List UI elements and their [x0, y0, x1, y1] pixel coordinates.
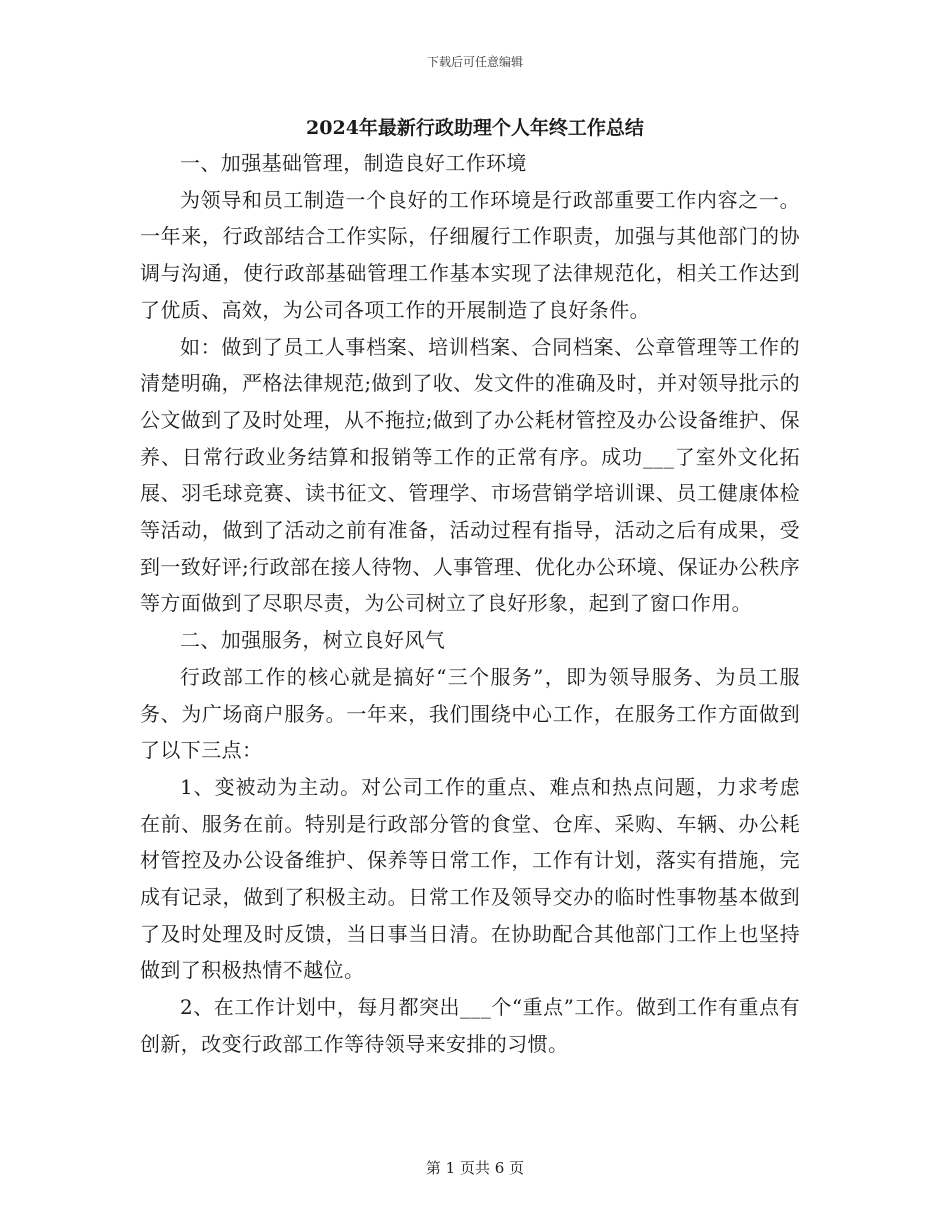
paragraph-3: 行政部工作的核心就是搞好“三个服务”，即为领导服务、为员工服务、为广场商户服务。一年来，我们围绕中心工作，在服务工作方面做到了以下三点： [140, 664, 800, 763]
paragraph-5: 2、在工作计划中，每月都突出___个“重点”工作。做到工作有重点有创新，改变行政部工作等待领导来安排的习惯。 [140, 995, 800, 1056]
paragraph-4: 1、变被动为主动。对公司工作的重点、难点和热点问题，力求考虑在前、服务在前。特别是行政部分管的食堂、仓库、采购、车辆、办公耗材管控及办公设备维护、保养等日常工作，工作有计划，落实有措施，完成有记录，做到了积极主动。日常工作及领导交办的临时性事物基本做到了及时处理及时反馈，当日事当日清。在协助配合其他部门工作上也坚持做到了积极热情不越位。 [140, 774, 800, 983]
header-note: 下载后可任意编辑 [426, 55, 523, 69]
paragraph-1: 为领导和员工制造一个良好的工作环境是行政部重要工作内容之一。一年来，行政部结合工作实际，仔细履行工作职责，加强与其他部门的协调与沟通，使行政部基础管理工作基本实现了法律规范化，相关工作达到了优质、高效，为公司各项工作的开展制造了良好条件。 [140, 187, 800, 322]
document-title: 2024年最新行政助理个人年终工作总结 [306, 117, 644, 139]
paragraph-2: 如：做到了员工人事档案、培训档案、合同档案、公章管理等工作的清楚明确，严格法律规范;做到了收、发文件的准确及时，并对领导批示的公文做到了及时处理，从不拖拉;做到了办公耗材管控及办公设备维护、保养、日常行政业务结算和报销等工作的正常有序。成功___了室外文化拓展、羽毛球竞赛、读书征文、管理学、市场营销学培训课、员工健康体检等活动，做到了活动之前有准备，活动过程有指导，活动之后有成果，受到一致好评;行政部在接人待物、人事管理、优化办公环境、保证办公秩序等方面做到了尽职尽责，为公司树立了良好形象，起到了窗口作用。 [140, 334, 800, 616]
page-number: 第 1 页共 6 页 [425, 1159, 525, 1177]
section-heading-1: 一、加强基础管理，制造良好工作环境 [180, 151, 527, 175]
section-heading-2: 二、加强服务，树立良好风气 [180, 628, 446, 653]
document-body [140, 145, 800, 1063]
